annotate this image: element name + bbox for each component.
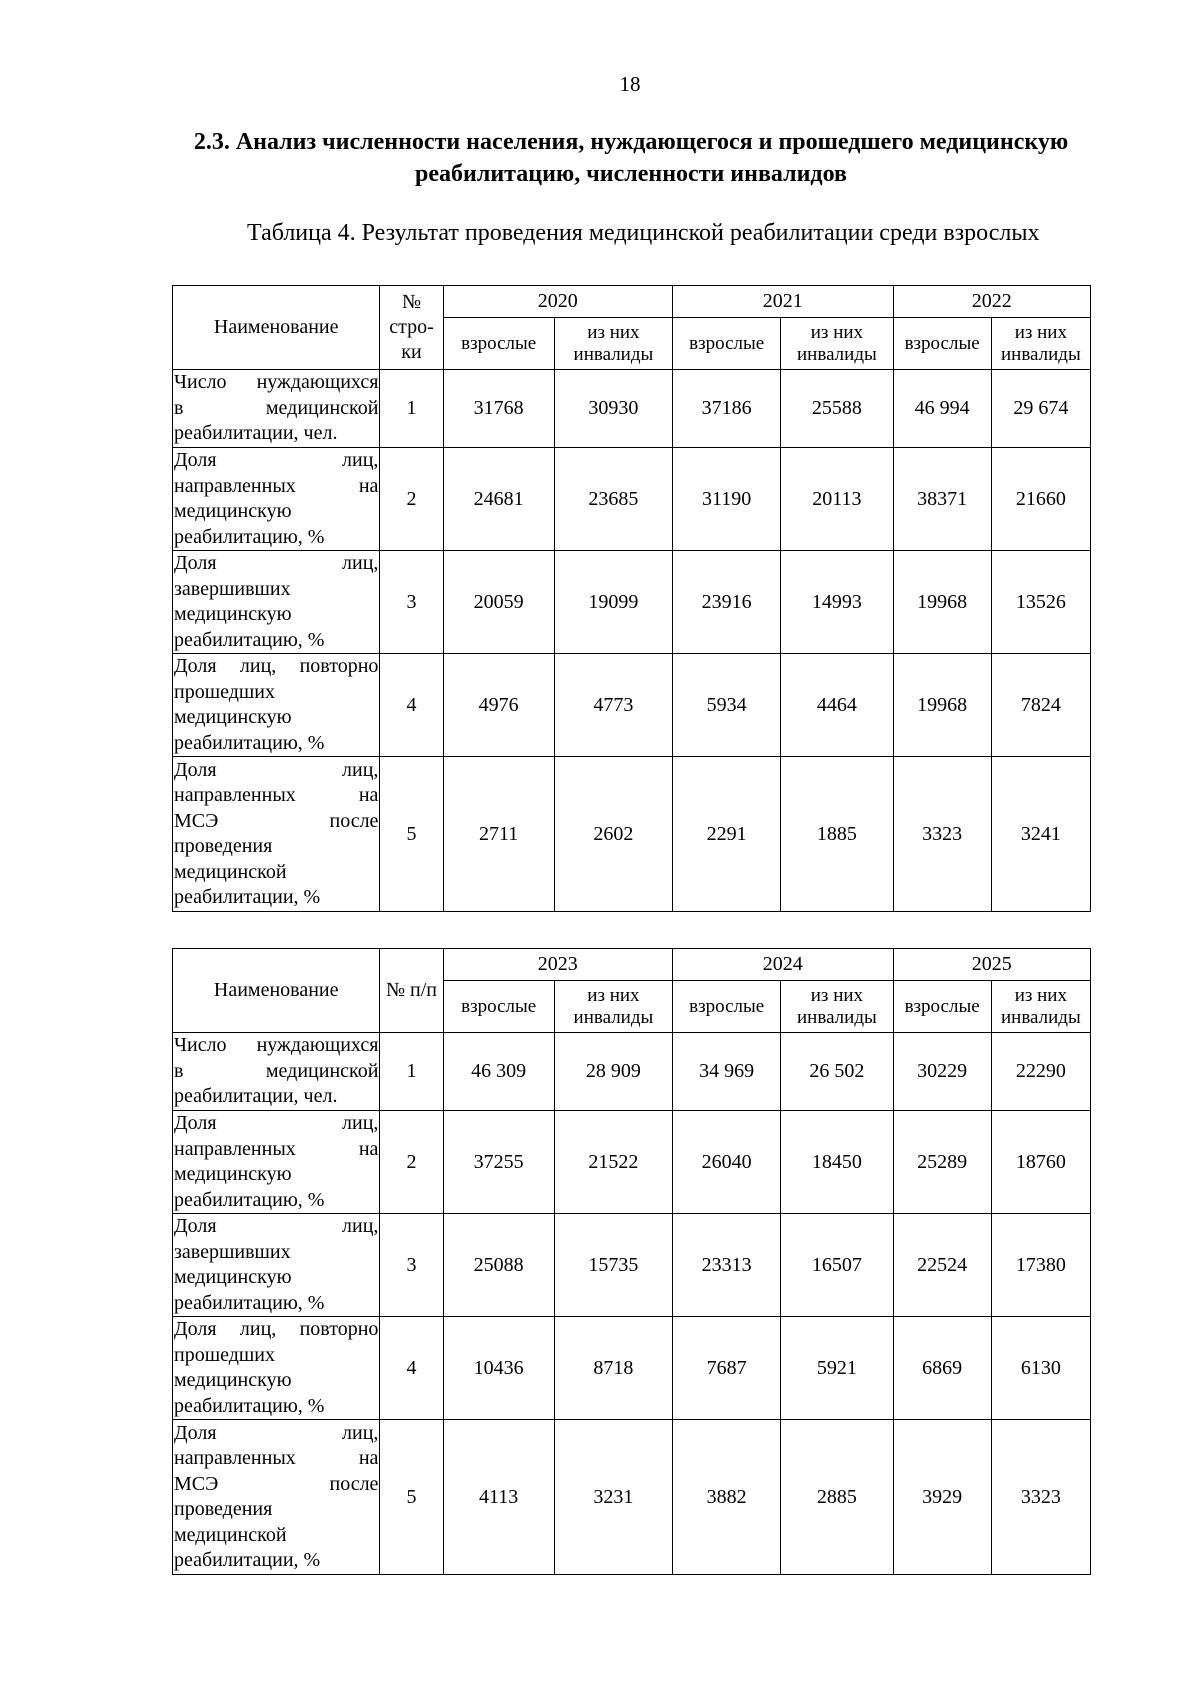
row-number: 1 xyxy=(380,370,443,448)
header-disabled: из них инвалиды xyxy=(991,318,1090,370)
value-cell: 4976 xyxy=(443,654,554,757)
header-year: 2024 xyxy=(673,949,893,981)
value-cell: 4113 xyxy=(443,1420,554,1575)
value-cell: 30229 xyxy=(893,1033,991,1111)
header-name: Наименование xyxy=(173,286,380,370)
table-row xyxy=(173,370,1091,448)
value-cell: 2291 xyxy=(673,757,781,912)
value-cell: 2602 xyxy=(554,757,672,912)
value-cell: 31768 xyxy=(443,370,554,448)
table-row xyxy=(173,1214,1091,1317)
header-adults: взрослые xyxy=(673,318,781,370)
value-cell: 4773 xyxy=(554,654,672,757)
header-row-number: № п/п xyxy=(380,949,443,1033)
value-cell: 4464 xyxy=(781,654,893,757)
row-number: 2 xyxy=(380,448,443,551)
row-name: Доля лиц, направленных на МСЭ после проведения медицинской реабилитации, % xyxy=(173,757,380,912)
row-number: 2 xyxy=(380,1111,443,1214)
header-adults: взрослые xyxy=(443,318,554,370)
row-name: Число нуждающихся в медицинской реабилитации, чел. xyxy=(173,1033,380,1111)
value-cell: 19099 xyxy=(554,551,672,654)
row-number: 4 xyxy=(380,1317,443,1420)
value-cell: 10436 xyxy=(443,1317,554,1420)
row-number: 1 xyxy=(380,1033,443,1111)
value-cell: 19968 xyxy=(893,551,991,654)
header-year: 2021 xyxy=(673,286,893,318)
value-cell: 37186 xyxy=(673,370,781,448)
value-cell: 6869 xyxy=(893,1317,991,1420)
header-adults: взрослые xyxy=(893,318,991,370)
rehab-table-2023-2025 xyxy=(172,948,1091,1575)
value-cell: 15735 xyxy=(554,1214,672,1317)
value-cell: 23313 xyxy=(673,1214,781,1317)
value-cell: 2711 xyxy=(443,757,554,912)
value-cell: 25289 xyxy=(893,1111,991,1214)
value-cell: 34 969 xyxy=(673,1033,781,1111)
value-cell: 22290 xyxy=(991,1033,1090,1111)
value-cell: 3231 xyxy=(554,1420,672,1575)
row-name: Доля лиц, повторно прошедших медицинскую реабилитацию, % xyxy=(173,1317,380,1420)
row-name: Доля лиц, направленных на МСЭ после проведения медицинской реабилитации, % xyxy=(173,1420,380,1575)
row-number: 3 xyxy=(380,1214,443,1317)
row-number: 5 xyxy=(380,757,443,912)
value-cell: 20113 xyxy=(781,448,893,551)
row-name: Число нуждающихся в медицинской реабилитации, чел. xyxy=(173,370,380,448)
table-row xyxy=(173,1317,1091,1420)
value-cell: 7687 xyxy=(673,1317,781,1420)
value-cell: 3929 xyxy=(893,1420,991,1575)
value-cell: 14993 xyxy=(781,551,893,654)
header-row-number: № стро- ки xyxy=(380,286,443,370)
value-cell: 23916 xyxy=(673,551,781,654)
value-cell: 20059 xyxy=(443,551,554,654)
row-name: Доля лиц, повторно прошедших медицинскую реабилитацию, % xyxy=(173,654,380,757)
value-cell: 21660 xyxy=(991,448,1090,551)
row-number: 3 xyxy=(380,551,443,654)
table-row xyxy=(173,757,1091,912)
value-cell: 30930 xyxy=(554,370,672,448)
value-cell: 2885 xyxy=(781,1420,893,1575)
value-cell: 7824 xyxy=(991,654,1090,757)
value-cell: 28 909 xyxy=(554,1033,672,1111)
header-year: 2022 xyxy=(893,286,1090,318)
section-title: 2.3. Анализ численности населения, нуждающегося и прошедшего медицинскую реабилитацию, численности инвалидов xyxy=(193,129,1069,187)
header-adults: взрослые xyxy=(893,981,991,1033)
value-cell: 37255 xyxy=(443,1111,554,1214)
value-cell: 21522 xyxy=(554,1111,672,1214)
table-row xyxy=(173,1111,1091,1214)
value-cell: 31190 xyxy=(673,448,781,551)
header-disabled: из них инвалиды xyxy=(554,981,672,1033)
value-cell: 38371 xyxy=(893,448,991,551)
page-number: 18 xyxy=(619,72,641,96)
header-year: 2023 xyxy=(443,949,672,981)
value-cell: 22524 xyxy=(893,1214,991,1317)
row-name: Доля лиц, завершивших медицинскую реабилитацию, % xyxy=(173,551,380,654)
value-cell: 18450 xyxy=(781,1111,893,1214)
header-disabled: из них инвалиды xyxy=(554,318,672,370)
value-cell: 3323 xyxy=(893,757,991,912)
value-cell: 26040 xyxy=(673,1111,781,1214)
value-cell: 23685 xyxy=(554,448,672,551)
table-caption: Таблица 4. Результат проведения медицинской реабилитации среди взрослых xyxy=(247,220,1040,246)
value-cell: 29 674 xyxy=(991,370,1090,448)
header-adults: взрослые xyxy=(443,981,554,1033)
row-number: 5 xyxy=(380,1420,443,1575)
header-year: 2025 xyxy=(893,949,1090,981)
value-cell: 25088 xyxy=(443,1214,554,1317)
value-cell: 3882 xyxy=(673,1420,781,1575)
value-cell: 3323 xyxy=(991,1420,1090,1575)
row-name: Доля лиц, направленных на медицинскую реабилитацию, % xyxy=(173,1111,380,1214)
value-cell: 5921 xyxy=(781,1317,893,1420)
row-name: Доля лиц, направленных на медицинскую реабилитацию, % xyxy=(173,448,380,551)
value-cell: 24681 xyxy=(443,448,554,551)
table-row xyxy=(173,448,1091,551)
value-cell: 5934 xyxy=(673,654,781,757)
value-cell: 26 502 xyxy=(781,1033,893,1111)
header-disabled: из них инвалиды xyxy=(781,981,893,1033)
value-cell: 6130 xyxy=(991,1317,1090,1420)
value-cell: 46 994 xyxy=(893,370,991,448)
header-adults: взрослые xyxy=(673,981,781,1033)
header-disabled: из них инвалиды xyxy=(991,981,1090,1033)
value-cell: 17380 xyxy=(991,1214,1090,1317)
rehab-table-2020-2022 xyxy=(172,285,1091,912)
header-year: 2020 xyxy=(443,286,672,318)
value-cell: 25588 xyxy=(781,370,893,448)
value-cell: 19968 xyxy=(893,654,991,757)
value-cell: 8718 xyxy=(554,1317,672,1420)
value-cell: 16507 xyxy=(781,1214,893,1317)
row-name: Доля лиц, завершивших медицинскую реабилитацию, % xyxy=(173,1214,380,1317)
row-number: 4 xyxy=(380,654,443,757)
value-cell: 46 309 xyxy=(443,1033,554,1111)
table-row xyxy=(173,551,1091,654)
table-row xyxy=(173,1420,1091,1575)
value-cell: 1885 xyxy=(781,757,893,912)
table-row xyxy=(173,654,1091,757)
value-cell: 18760 xyxy=(991,1111,1090,1214)
header-disabled: из них инвалиды xyxy=(781,318,893,370)
table-row xyxy=(173,1033,1091,1111)
value-cell: 13526 xyxy=(991,551,1090,654)
header-name: Наименование xyxy=(173,949,380,1033)
value-cell: 3241 xyxy=(991,757,1090,912)
